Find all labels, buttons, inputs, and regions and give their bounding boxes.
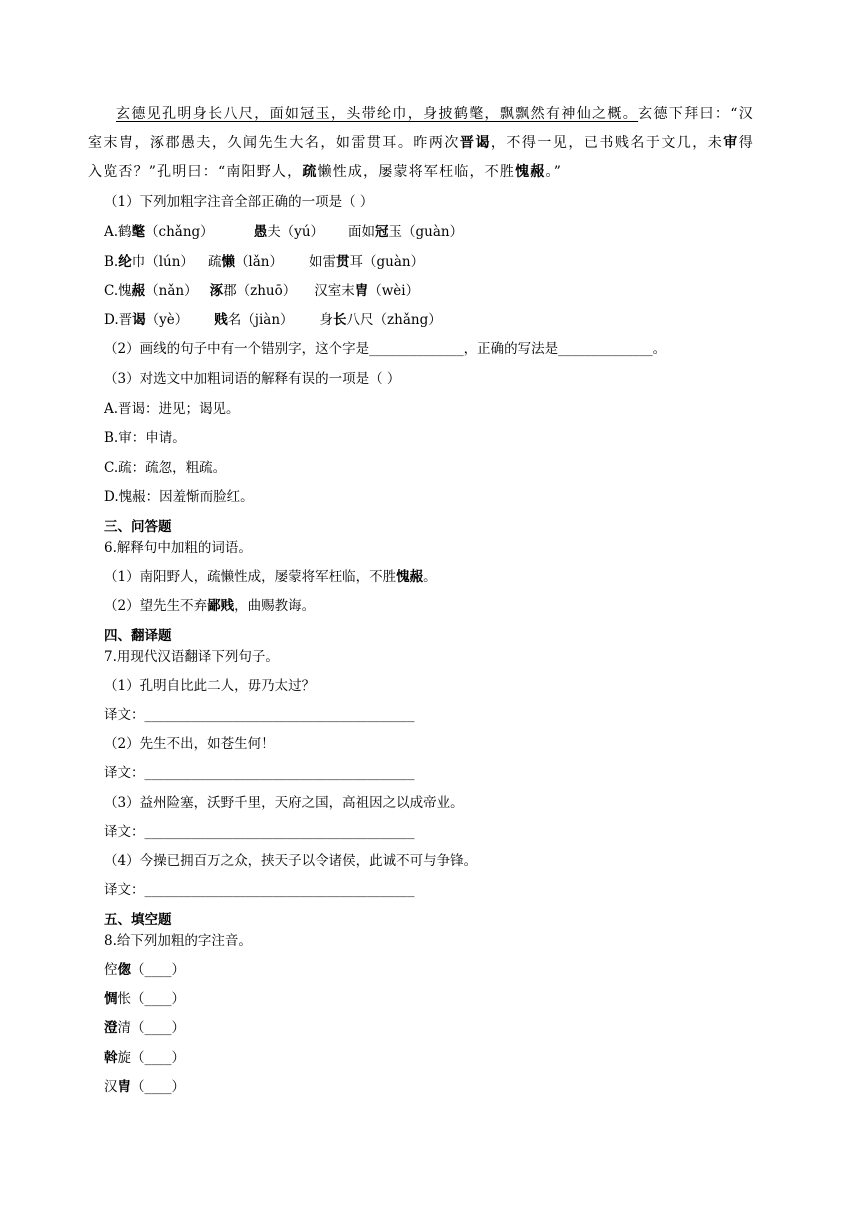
q2-stem: （2）画线的句子中有一个错别字，这个字是______________，正确的写法是______________。 xyxy=(104,341,667,357)
q7-item-1: （1）孔明自比此二人，毋乃太过？ xyxy=(104,678,316,694)
q7-answer-4: 译文：________________________________________ xyxy=(104,882,415,898)
bold-word: 愧赧 xyxy=(515,164,546,180)
bold-word: 疏 xyxy=(302,164,318,180)
bold-word: 审 xyxy=(723,135,739,151)
underlined-sentence: 玄德见孔明身长八尺，面如冠玉，头带纶巾，身披鹤氅，飘飘然有神仙之概。 xyxy=(116,106,639,122)
section-heading-fill: 五、填空题 xyxy=(104,912,172,928)
q3-option-a: A.晋谒：进见；谒见。 xyxy=(104,401,240,417)
q1-option-a: A.鹤氅（chǎng） 愚夫（yú） 面如冠玉（guàn） xyxy=(104,224,464,240)
q3-option-c: C.疏：疏忽，粗疏。 xyxy=(104,460,227,476)
q7-item-4: （4）今操已拥百万之众，挟天子以令诸侯，此诚不可与争锋。 xyxy=(104,853,478,869)
q3-option-b: B.审：申请。 xyxy=(104,430,186,446)
q8-word-4: 斡旋（____） xyxy=(104,1050,185,1066)
q7-answer-2: 译文：________________________________________ xyxy=(104,765,415,781)
q1-stem: （1）下列加粗字注音全部正确的一项是（ ） xyxy=(104,194,374,210)
q8-word-1: 倥偬（____） xyxy=(104,962,185,978)
q6-item-1: （1）南阳野人，疏懒性成，屡蒙将军枉临，不胜愧赧。 xyxy=(104,569,437,585)
q8-word-2: 惆怅（____） xyxy=(104,991,185,1007)
q7-stem: 7.用现代汉语翻译下列句子。 xyxy=(104,649,279,665)
q7-item-3: （3）益州险塞，沃野千里，天府之国，高祖因之以成帝业。 xyxy=(104,795,464,811)
q8-word-3: 澄清（____） xyxy=(104,1020,185,1036)
q6-item-2: （2）望先生不弃鄙贱，曲赐教诲。 xyxy=(104,598,316,614)
q3-stem: （3）对选文中加粗词语的解释有误的一项是（ ） xyxy=(104,371,401,387)
q3-option-d: D.愧赧：因羞惭而脸红。 xyxy=(104,489,254,505)
q1-option-d: D.晋谒（yè） 贱名（jiàn） 身长八尺（zhǎng） xyxy=(104,312,442,328)
passage: 玄德见孔明身长八尺，面如冠玉，头带纶巾，身披鹤氅，飘飘然有神仙之概。玄德下拜曰：“汉室末胄，涿郡愚夫，久闻先生大名，如雷贯耳。昨两次晋谒，不得一见，已书贱名于文几，未审得入览否？”孔明曰：“南阳野人，疏懒性成，屡蒙将军枉临，不胜愧赧。” xyxy=(88,106,754,180)
q8-stem: 8.给下列加粗的字注音。 xyxy=(104,933,252,949)
q7-item-2: （2）先生不出，如苍生何！ xyxy=(104,736,275,752)
q7-answer-1: 译文：________________________________________ xyxy=(104,707,415,723)
section-heading-translate: 四、翻译题 xyxy=(104,628,172,644)
bold-word: 晋谒 xyxy=(459,135,491,151)
q6-stem: 6.解释句中加粗的词语。 xyxy=(104,540,252,556)
q8-word-5: 汉胄（____） xyxy=(104,1079,185,1095)
q7-answer-3: 译文：________________________________________ xyxy=(104,824,415,840)
q1-option-b: B.纶巾（lún） 疏懒（lǎn） 如雷贯耳（guàn） xyxy=(104,254,425,270)
q1-option-c: C.愧赧（nǎn） 涿郡（zhuō） 汉室末胄（wèi） xyxy=(104,283,420,299)
section-heading-qa: 三、问答题 xyxy=(104,519,172,535)
